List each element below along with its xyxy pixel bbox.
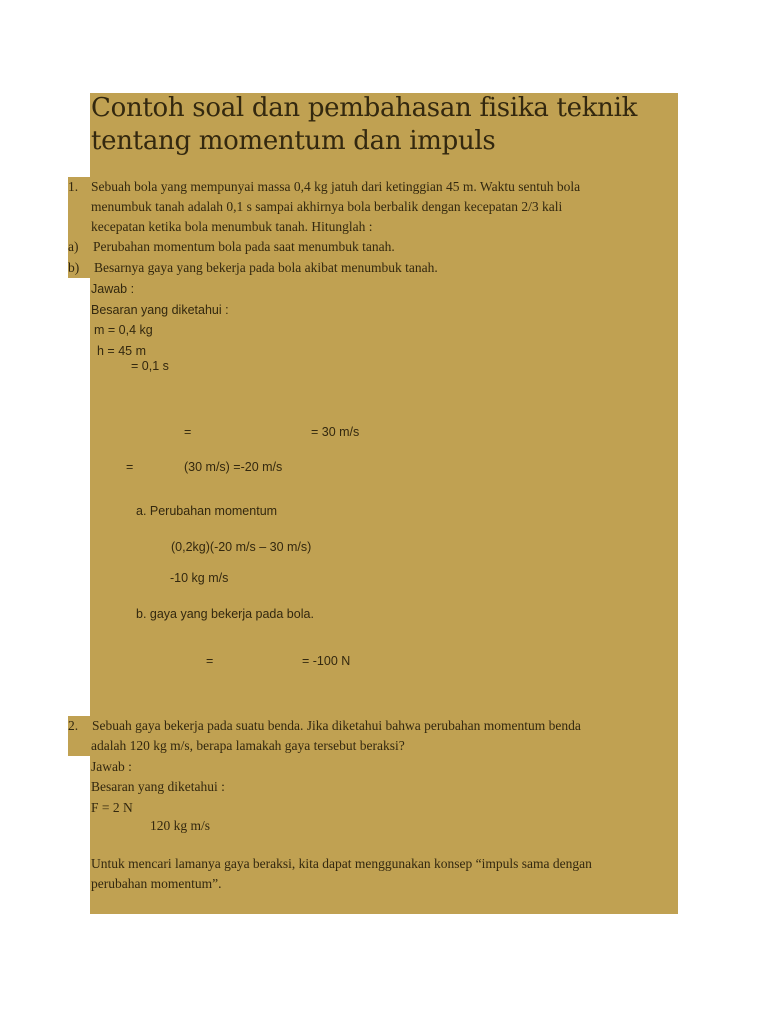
rebound-velocity: (30 m/s) =-20 m/s — [184, 460, 283, 474]
answer-label: Jawab : — [91, 282, 135, 296]
sub-question-label: b) — [68, 260, 80, 275]
explanation-text: Untuk mencari lamanya gaya beraksi, kita dapat menggunakan konsep “impuls sama dengan — [91, 856, 592, 871]
problem-number: 1. — [68, 179, 79, 194]
equation-equals: = — [126, 460, 134, 474]
equation-equals: = — [206, 654, 214, 668]
explanation-text: perubahan momentum”. — [91, 876, 222, 891]
equation-equals: = — [184, 425, 192, 439]
sub-question-text: Besarnya gaya yang bekerja pada bola akibat menumbuk tanah. — [94, 260, 438, 275]
problem-text: Sebuah bola yang mempunyai massa 0,4 kg jatuh dari ketinggian 45 m. Waktu sentuh bola — [91, 179, 581, 194]
known-time: = 0,1 s — [131, 359, 169, 373]
part-b-header: b. gaya yang bekerja pada bola. — [136, 607, 314, 621]
sub-question-text: Perubahan momentum bola pada saat menumbuk tanah. — [93, 239, 395, 254]
known-header: Besaran yang diketahui : — [91, 779, 225, 794]
problem-text: menumbuk tanah adalah 0,1 s sampai akhirnya bola berbalik dengan kecepatan 2/3 kali — [91, 199, 563, 214]
sub-question-label: a) — [68, 239, 79, 254]
known-momentum-change: 120 kg m/s — [150, 818, 211, 833]
known-force: F = 2 N — [91, 800, 133, 815]
part-a-header: a. Perubahan momentum — [136, 504, 278, 518]
known-header: Besaran yang diketahui : — [91, 303, 229, 317]
page-title: Contoh soal dan pembahasan fisika teknik tentang momentum dan impuls — [91, 93, 638, 156]
force-result: = -100 N — [302, 654, 351, 668]
answer-label: Jawab : — [91, 759, 132, 774]
part-a-result: -10 kg m/s — [170, 571, 229, 585]
known-height: h = 45 m — [97, 344, 146, 358]
problem-text: adalah 120 kg m/s, berapa lamakah gaya tersebut beraksi? — [91, 738, 405, 753]
known-mass: m = 0,4 kg — [94, 323, 153, 337]
problem-text: kecepatan ketika bola menumbuk tanah. Hitunglah : — [91, 219, 373, 234]
part-a-calculation: (0,2kg)(-20 m/s – 30 m/s) — [171, 540, 312, 554]
problem-number: 2. — [68, 718, 79, 733]
velocity-result: = 30 m/s — [311, 425, 360, 439]
problem-text: Sebuah gaya bekerja pada suatu benda. Jika diketahui bahwa perubahan momentum benda — [92, 718, 581, 733]
